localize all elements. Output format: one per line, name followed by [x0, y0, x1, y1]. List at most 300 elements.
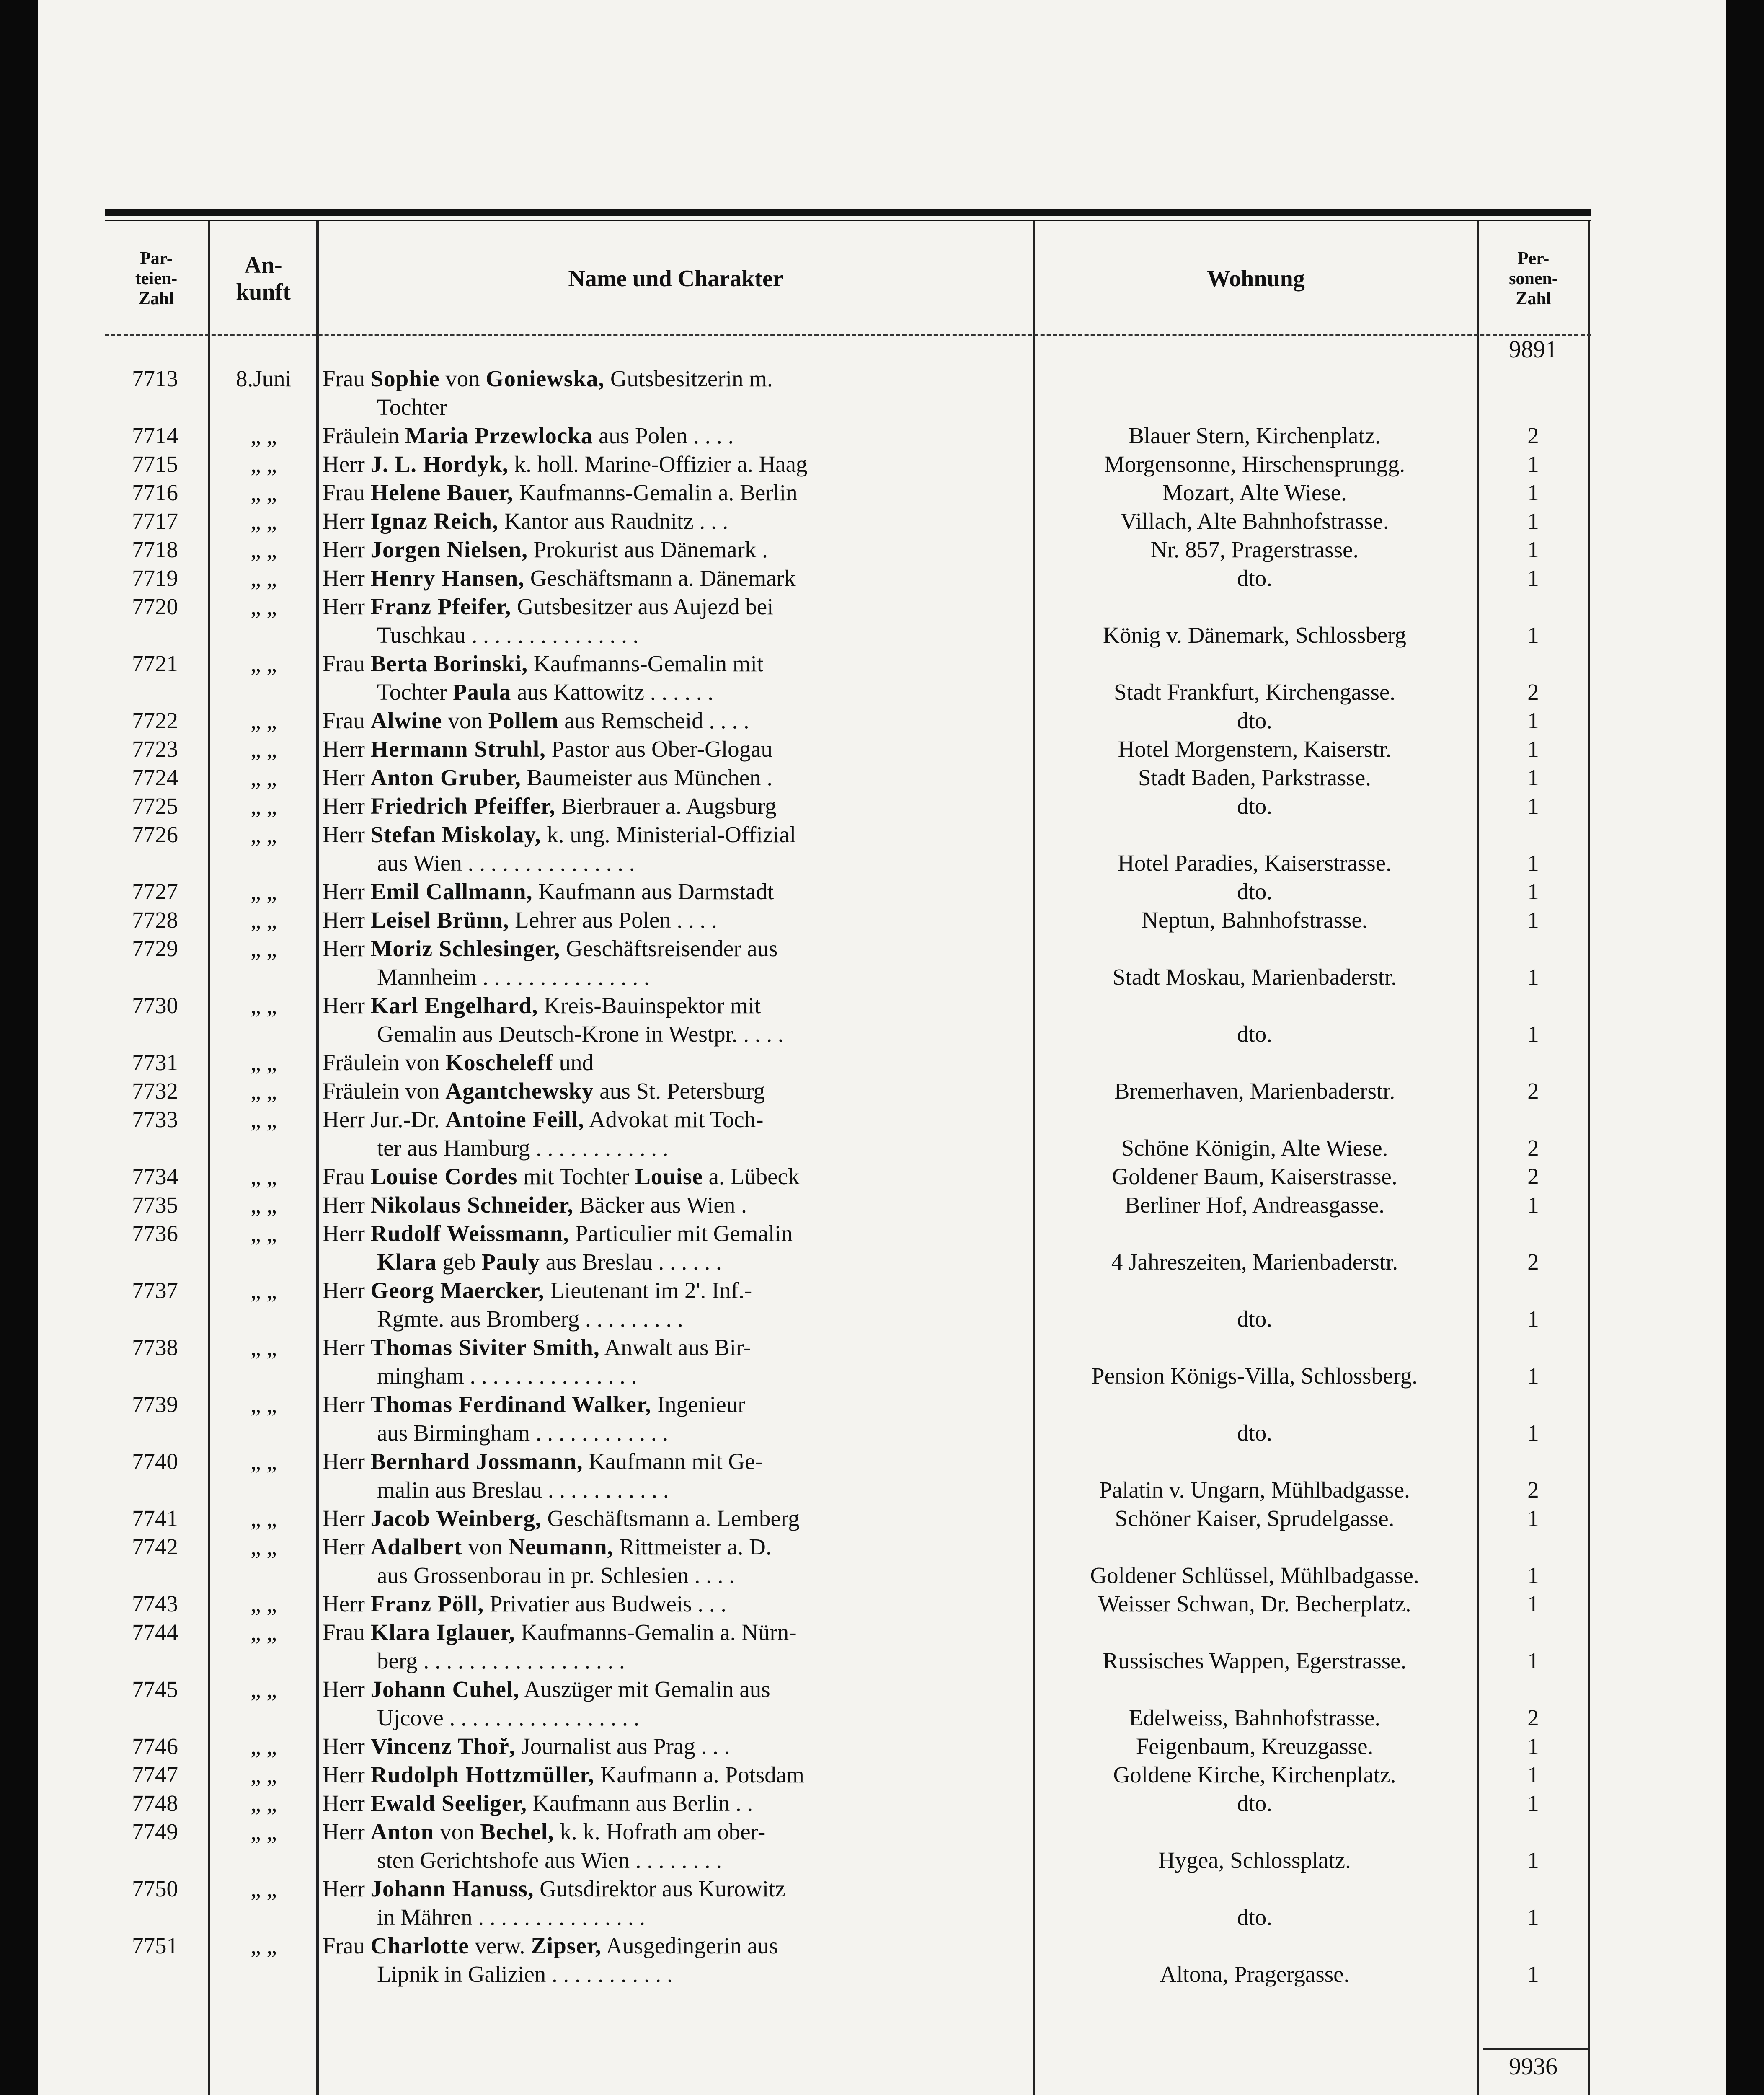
- name-particle: von: [439, 366, 486, 391]
- residence: Pension Königs-Villa, Schlossberg.: [1092, 1363, 1418, 1389]
- name-and-character: [323, 1932, 1026, 1989]
- name-and-character: [323, 478, 1026, 507]
- title: Herr: [323, 508, 365, 534]
- name-and-character: [323, 1875, 1026, 1932]
- party-number: 7717: [132, 508, 178, 534]
- table-row: [105, 535, 1591, 564]
- residence: Bremerhaven, Marienbaderstr.: [1114, 1078, 1395, 1104]
- name-particle: von: [442, 708, 488, 733]
- arrival-date: „ „: [251, 1876, 277, 1901]
- title: Herr: [323, 1448, 365, 1474]
- arrival-date: „ „: [251, 793, 277, 819]
- table-row: [105, 478, 1591, 507]
- table-row: [105, 649, 1591, 706]
- guest-surname: Neumann,: [508, 1534, 614, 1560]
- person-count: 1: [1527, 708, 1539, 733]
- residence: Edelweiss, Bahnhofstrasse.: [1129, 1705, 1381, 1730]
- name-and-character: [323, 934, 1026, 991]
- party-number: 7716: [132, 480, 178, 505]
- header-personen-line: Per-: [1517, 248, 1550, 268]
- guest-name: Moriz Schlesinger,: [370, 936, 560, 961]
- residence: Russisches Wappen, Egerstrasse.: [1103, 1648, 1407, 1673]
- description: Advokat mit Toch-: [584, 1107, 764, 1132]
- residence: Morgensonne, Hirschensprungg.: [1104, 451, 1405, 477]
- description: Kaufmanns-Gemalin mit: [528, 651, 764, 676]
- guest-surname: Zipser,: [531, 1933, 602, 1958]
- document-page: [38, 0, 1726, 2095]
- party-number: 7750: [132, 1876, 178, 1901]
- table-row: [105, 735, 1591, 763]
- person-count: 1: [1527, 565, 1539, 591]
- title: Herr: [323, 936, 365, 961]
- name-and-character: [323, 1105, 1026, 1162]
- residence: König v. Dänemark, Schlossberg: [1103, 622, 1407, 648]
- table-row: [105, 820, 1591, 877]
- party-number: 7740: [132, 1448, 178, 1474]
- arrival-date: „ „: [251, 1933, 277, 1958]
- party-number: 7726: [132, 822, 178, 847]
- arrival-date: „ „: [251, 1448, 277, 1474]
- description: Ausgedingerin aus: [601, 1933, 778, 1958]
- arrival-date: „ „: [251, 1078, 277, 1104]
- person-count: 1: [1527, 736, 1539, 762]
- person-count: 1: [1527, 1961, 1539, 1987]
- residence: Villach, Alte Bahnhofstrasse.: [1120, 508, 1389, 534]
- guest-name: Adalbert: [370, 1534, 462, 1560]
- person-count: [1483, 1048, 1583, 1077]
- party-number: 7737: [132, 1278, 178, 1303]
- guest-name: Henry Hansen,: [370, 565, 524, 591]
- name-and-character: [323, 1675, 1026, 1732]
- description: Kaufmann aus Darmstadt: [532, 879, 774, 904]
- description: mit Tochter: [517, 1164, 635, 1189]
- person-count: 1: [1527, 793, 1539, 819]
- arrival-date: „ „: [251, 1335, 277, 1360]
- residence: dto.: [1237, 565, 1273, 591]
- guest-name: Rudolph Hottzmüller,: [370, 1762, 594, 1787]
- title: Herr: [323, 1391, 365, 1417]
- party-number: 7713: [132, 366, 178, 391]
- title: Herr Jur.-Dr.: [323, 1107, 440, 1132]
- arrival-date: „ „: [251, 537, 277, 562]
- person-count: 1: [1527, 1562, 1539, 1588]
- arrival-date: „ „: [251, 565, 277, 591]
- guest-name: Johann Hanuss,: [370, 1876, 534, 1901]
- guest-name: Ignaz Reich,: [370, 508, 498, 534]
- continuation-rest: aus Breslau . . . . . .: [540, 1249, 722, 1275]
- person-count: 1: [1527, 1306, 1539, 1332]
- description: Geschäftsreisender aus: [560, 936, 778, 961]
- arrival-date: „ „: [251, 1221, 277, 1246]
- arrival-date: „ „: [251, 907, 277, 933]
- title: Fräulein von: [323, 1050, 440, 1075]
- residence: dto.: [1237, 1420, 1273, 1446]
- name-and-character: [323, 564, 1026, 592]
- header-name-label: Name und Charakter: [568, 265, 783, 292]
- name-and-character: [323, 735, 1026, 763]
- grand-total: 9936: [1509, 2053, 1557, 2080]
- person-count: 1: [1527, 451, 1539, 477]
- total-separator: [1483, 2048, 1588, 2050]
- table-row: [105, 507, 1591, 535]
- guest-name: Maria Przewlocka: [405, 423, 593, 448]
- continuation: malin aus Breslau . . . . . . . . . . .: [377, 1477, 669, 1503]
- description: Geschäftsmann a. Dänemark: [524, 565, 796, 591]
- arrival-date: „ „: [251, 594, 277, 619]
- title: Herr: [323, 1819, 365, 1844]
- guest-name: Bernhard Jossmann,: [370, 1448, 583, 1474]
- name-and-character: [323, 365, 1026, 422]
- title: Fräulein von: [323, 1078, 440, 1104]
- name-and-character: [323, 592, 1026, 649]
- guest-name: Anton Gruber,: [370, 765, 521, 790]
- person-count: 2: [1527, 1135, 1539, 1161]
- title: Herr: [323, 1733, 365, 1759]
- table-row: [105, 1162, 1591, 1191]
- title: Herr: [323, 1876, 365, 1901]
- name-and-character: [323, 1191, 1026, 1219]
- person-count: 2: [1527, 1705, 1539, 1730]
- name-and-character: [323, 877, 1026, 906]
- residence: [1039, 393, 1470, 422]
- companion-name: Klara: [377, 1249, 437, 1275]
- arrival-date: „ „: [251, 1762, 277, 1787]
- arrival-date: „ „: [251, 423, 277, 448]
- title: Herr: [323, 1534, 365, 1560]
- continuation: Gemalin aus Deutsch-Krone in Westpr. . . . .: [377, 1021, 784, 1047]
- guest-name: J. L. Hordyk,: [370, 451, 509, 477]
- continuation: Tochter: [377, 679, 453, 705]
- header-parteien-line: Par-: [140, 248, 173, 268]
- person-count: [1483, 393, 1583, 422]
- arrival-date: „ „: [251, 480, 277, 505]
- arrival-date: „ „: [251, 1107, 277, 1132]
- person-count: 1: [1527, 622, 1539, 648]
- description: Bäcker aus Wien .: [573, 1192, 747, 1218]
- residence: Mozart, Alte Wiese.: [1162, 480, 1347, 505]
- description: Kaufmann aus Berlin . .: [527, 1790, 753, 1816]
- arrival-date: „ „: [251, 1050, 277, 1075]
- title: Herr: [323, 1221, 365, 1246]
- description: Prokurist aus Dänemark .: [528, 537, 768, 562]
- person-count: 1: [1527, 480, 1539, 505]
- description: k. k. Hofrath am ober-: [554, 1819, 766, 1844]
- residence: 4 Jahreszeiten, Marienbaderstr.: [1111, 1249, 1398, 1275]
- party-number: 7715: [132, 451, 178, 477]
- guest-name: Berta Borinski,: [370, 651, 528, 676]
- top-rule: [105, 210, 1591, 216]
- header-parteien-zahl: [105, 226, 208, 331]
- residence: dto.: [1237, 1021, 1273, 1047]
- table-row: [105, 1504, 1591, 1533]
- residence: Stadt Moskau, Marienbaderstr.: [1112, 964, 1397, 990]
- name-particle: von: [462, 1534, 509, 1560]
- residence: Hygea, Schlossplatz.: [1158, 1847, 1351, 1873]
- residence: Schöne Königin, Alte Wiese.: [1121, 1135, 1388, 1161]
- name-and-character: [323, 507, 1026, 535]
- party-number: 7735: [132, 1192, 178, 1218]
- description: Privatier aus Budweis . . .: [484, 1591, 727, 1617]
- title: Herr: [323, 907, 365, 933]
- arrival-date: „ „: [251, 1192, 277, 1218]
- person-count: 1: [1527, 1762, 1539, 1787]
- guest-name: Rudolf Weissmann,: [370, 1221, 569, 1246]
- residence: Schöner Kaiser, Sprudelgasse.: [1115, 1505, 1395, 1531]
- continuation: Rgmte. aus Bromberg . . . . . . . . .: [377, 1306, 683, 1332]
- name-and-character: [323, 1761, 1026, 1789]
- person-count: 1: [1527, 964, 1539, 990]
- header-wohnung: [1035, 226, 1477, 331]
- residence: Stadt Frankfurt, Kirchengasse.: [1113, 679, 1396, 705]
- party-number: 7743: [132, 1591, 178, 1617]
- table-row: [105, 1048, 1591, 1077]
- continuation: Lipnik in Galizien . . . . . . . . . . .: [377, 1961, 673, 1987]
- guest-name: Sophie: [370, 366, 440, 391]
- description: Lieutenant im 2'. Inf.-: [544, 1278, 752, 1303]
- arrival-date: „ „: [251, 879, 277, 904]
- title: Herr: [323, 793, 365, 819]
- guest-name: Klara Iglauer,: [370, 1619, 515, 1645]
- header-personen-line: sonen-: [1509, 269, 1558, 288]
- guest-surname: Bechel,: [480, 1819, 554, 1844]
- name-and-character: [323, 1162, 1026, 1191]
- description: Kantor aus Raudnitz . . .: [498, 508, 728, 534]
- title: Herr: [323, 451, 365, 477]
- title: Herr: [323, 1278, 365, 1303]
- person-count: 1: [1527, 1505, 1539, 1531]
- guest-name: Helene Bauer,: [370, 480, 514, 505]
- party-number: 7744: [132, 1619, 178, 1645]
- guest-name: Jorgen Nielsen,: [370, 537, 528, 562]
- table-row: [105, 991, 1591, 1048]
- party-number: 7747: [132, 1762, 178, 1787]
- residence: Goldene Kirche, Kirchenplatz.: [1113, 1762, 1396, 1787]
- arrival-date: „ „: [251, 936, 277, 961]
- table-row: [105, 1333, 1591, 1390]
- person-count: 1: [1527, 1847, 1539, 1873]
- table-row: [105, 763, 1591, 792]
- name-and-character: [323, 450, 1026, 478]
- title: Herr: [323, 1676, 365, 1702]
- name-and-character: [323, 1504, 1026, 1533]
- guest-name: Koscheleff: [445, 1050, 553, 1075]
- header-separator: [105, 334, 1591, 336]
- party-number: 7742: [132, 1534, 178, 1560]
- party-number: 7721: [132, 651, 178, 676]
- top-rule-thin: [105, 220, 1591, 221]
- party-number: 7739: [132, 1391, 178, 1417]
- header-personen-zahl: [1479, 226, 1588, 331]
- name-and-character: [323, 649, 1026, 706]
- title: Frau: [323, 1933, 365, 1958]
- table-row: [105, 934, 1591, 991]
- description: Gutsbesitzer aus Aujezd bei: [511, 594, 774, 619]
- arrival-date: „ „: [251, 1819, 277, 1844]
- continuation: Ujcove . . . . . . . . . . . . . . . . .: [377, 1705, 640, 1730]
- title: Frau: [323, 480, 365, 505]
- name-and-character: [323, 763, 1026, 792]
- guest-name: Leisel Brünn,: [370, 907, 509, 933]
- description: Gutsbesitzerin m.: [604, 366, 773, 391]
- arrival-date: „ „: [251, 1619, 277, 1645]
- continuation: ter aus Hamburg . . . . . . . . . . . .: [377, 1135, 669, 1161]
- person-count: 1: [1527, 850, 1539, 876]
- party-number: 7733: [132, 1107, 178, 1132]
- guest-name: Thomas Ferdinand Walker,: [370, 1391, 651, 1417]
- header-ankunft-line: An-: [244, 252, 282, 278]
- party-number: 7730: [132, 993, 178, 1018]
- guest-name: Louise Cordes: [370, 1164, 518, 1189]
- description: k. ung. Ministerial-Offizial: [541, 822, 796, 847]
- residence: dto.: [1237, 879, 1273, 904]
- header-ankunft-line: kunft: [236, 279, 291, 305]
- table-row: [105, 706, 1591, 735]
- table-row: [105, 1675, 1591, 1732]
- table-row: [105, 1447, 1591, 1504]
- table-row: [105, 1533, 1591, 1590]
- title: Frau: [323, 1164, 365, 1189]
- continuation: Tuschkau . . . . . . . . . . . . . . .: [377, 622, 639, 648]
- table-row: [105, 592, 1591, 649]
- description: Journalist aus Prag . . .: [515, 1733, 730, 1759]
- name-and-character: [323, 1732, 1026, 1761]
- table-row: [105, 1932, 1591, 1989]
- guest-name: Vincenz Thoř,: [370, 1733, 516, 1759]
- description: Lehrer aus Polen . . . .: [509, 907, 717, 933]
- arrival-date: „ „: [251, 708, 277, 733]
- residence: dto.: [1237, 708, 1273, 733]
- party-number: 7729: [132, 936, 178, 961]
- table-row: [105, 564, 1591, 592]
- guest-name: Thomas Siviter Smith,: [370, 1335, 600, 1360]
- name-and-character: [323, 1618, 1026, 1675]
- person-count: 1: [1527, 537, 1539, 562]
- continuation: sten Gerichtshofe aus Wien . . . . . . . .: [377, 1847, 722, 1873]
- arrival-date: „ „: [251, 1505, 277, 1531]
- title: Frau: [323, 708, 365, 733]
- description: Pastor aus Ober-Glogau: [545, 736, 773, 762]
- header-parteien-line: teien-: [135, 269, 178, 288]
- person-count: 1: [1527, 765, 1539, 790]
- guest-name: Johann Cuhel,: [370, 1676, 519, 1702]
- name-particle: von: [434, 1819, 480, 1844]
- name-and-character: [323, 1533, 1026, 1590]
- table-row: [105, 1276, 1591, 1333]
- name-and-character: [323, 1818, 1026, 1875]
- residence: Berliner Hof, Andreasgasse.: [1124, 1192, 1385, 1218]
- table-row: [105, 1077, 1591, 1105]
- residence: Goldener Schlüssel, Mühlbadgasse.: [1090, 1562, 1419, 1588]
- table-row: [105, 1818, 1591, 1875]
- description: Ingenieur: [651, 1391, 746, 1417]
- name-and-character: [323, 1390, 1026, 1447]
- guest-surname: Goniewska,: [486, 366, 605, 391]
- residence: dto.: [1237, 793, 1273, 819]
- guest-name: Ewald Seeliger,: [370, 1790, 527, 1816]
- title: Herr: [323, 1762, 365, 1787]
- header-name-und-charakter: [319, 226, 1033, 331]
- description: Rittmeister a. D.: [613, 1534, 772, 1560]
- arrival-date: „ „: [251, 651, 277, 676]
- title: Herr: [323, 1505, 365, 1531]
- arrival-date: „ „: [251, 1534, 277, 1560]
- arrival-date: „ „: [251, 1391, 277, 1417]
- person-count: 1: [1527, 1021, 1539, 1047]
- table-row: [105, 1219, 1591, 1276]
- description: k. holl. Marine-Offizier a. Haag: [508, 451, 808, 477]
- person-count: 2: [1527, 1078, 1539, 1104]
- party-number: 7751: [132, 1933, 178, 1958]
- carry-over-total: 9891: [1509, 336, 1557, 363]
- person-count: 2: [1527, 423, 1539, 448]
- residence: Hotel Morgenstern, Kaiserstr.: [1118, 736, 1392, 762]
- description: und: [553, 1050, 594, 1075]
- party-number: 7741: [132, 1505, 178, 1531]
- title: Frau: [323, 651, 365, 676]
- companion-name: Paula: [452, 679, 511, 705]
- name-and-character: [323, 1447, 1026, 1504]
- description: Gutsdirektor aus Kurowitz: [534, 1876, 785, 1901]
- table-row: [105, 1191, 1591, 1219]
- description: aus St. Petersburg: [594, 1078, 765, 1104]
- header-personen-line: Zahl: [1516, 289, 1551, 309]
- table-row: [105, 1105, 1591, 1162]
- description: Geschäftsmann a. Lemberg: [541, 1505, 800, 1531]
- continuation: Tochter: [377, 394, 447, 420]
- residence: Palatin v. Ungarn, Mühlbadgasse.: [1099, 1477, 1410, 1503]
- party-number: 7724: [132, 765, 178, 790]
- description: Kaufmann a. Potsdam: [594, 1762, 804, 1787]
- continuation-rest: aus Kattowitz . . . . . .: [511, 679, 714, 705]
- title: Herr: [323, 565, 365, 591]
- arrival-date: „ „: [251, 736, 277, 762]
- header-ankunft: [210, 226, 316, 331]
- description: aus Remscheid . . . .: [558, 708, 749, 733]
- person-count: 1: [1527, 879, 1539, 904]
- title: Herr: [323, 765, 365, 790]
- description: Kreis-Bauinspektor mit: [538, 993, 761, 1018]
- guest-name: Georg Maercker,: [370, 1278, 545, 1303]
- companion-surname: Pauly: [481, 1249, 540, 1275]
- guest-list-table: [105, 210, 1591, 2095]
- guest-name: Anton: [370, 1819, 434, 1844]
- description: aus Polen . . . .: [593, 423, 734, 448]
- residence: Nr. 857, Pragerstrasse.: [1150, 537, 1359, 562]
- arrival-date: „ „: [251, 451, 277, 477]
- party-number: 7734: [132, 1164, 178, 1189]
- name-and-character: [323, 906, 1026, 934]
- guest-name: Franz Pfeifer,: [370, 594, 511, 619]
- description: Kaufmann mit Ge-: [583, 1448, 763, 1474]
- title: Herr: [323, 822, 365, 847]
- residence: Stadt Baden, Parkstrasse.: [1138, 765, 1371, 790]
- guest-name: Franz Pöll,: [370, 1591, 484, 1617]
- name-particle: verw.: [469, 1933, 531, 1958]
- name-and-character: [323, 422, 1026, 450]
- table-row: [105, 1618, 1591, 1675]
- person-count: 1: [1527, 508, 1539, 534]
- description: Auszüger mit Gemalin aus: [519, 1676, 770, 1702]
- title: Herr: [323, 736, 365, 762]
- title: Frau: [323, 1619, 365, 1645]
- arrival-date: „ „: [251, 765, 277, 790]
- party-number: 7732: [132, 1078, 178, 1104]
- guest-name: Charlotte: [370, 1933, 469, 1958]
- party-number: 7723: [132, 736, 178, 762]
- party-number: 7727: [132, 879, 178, 904]
- party-number: 7718: [132, 537, 178, 562]
- residence: dto.: [1237, 1790, 1273, 1816]
